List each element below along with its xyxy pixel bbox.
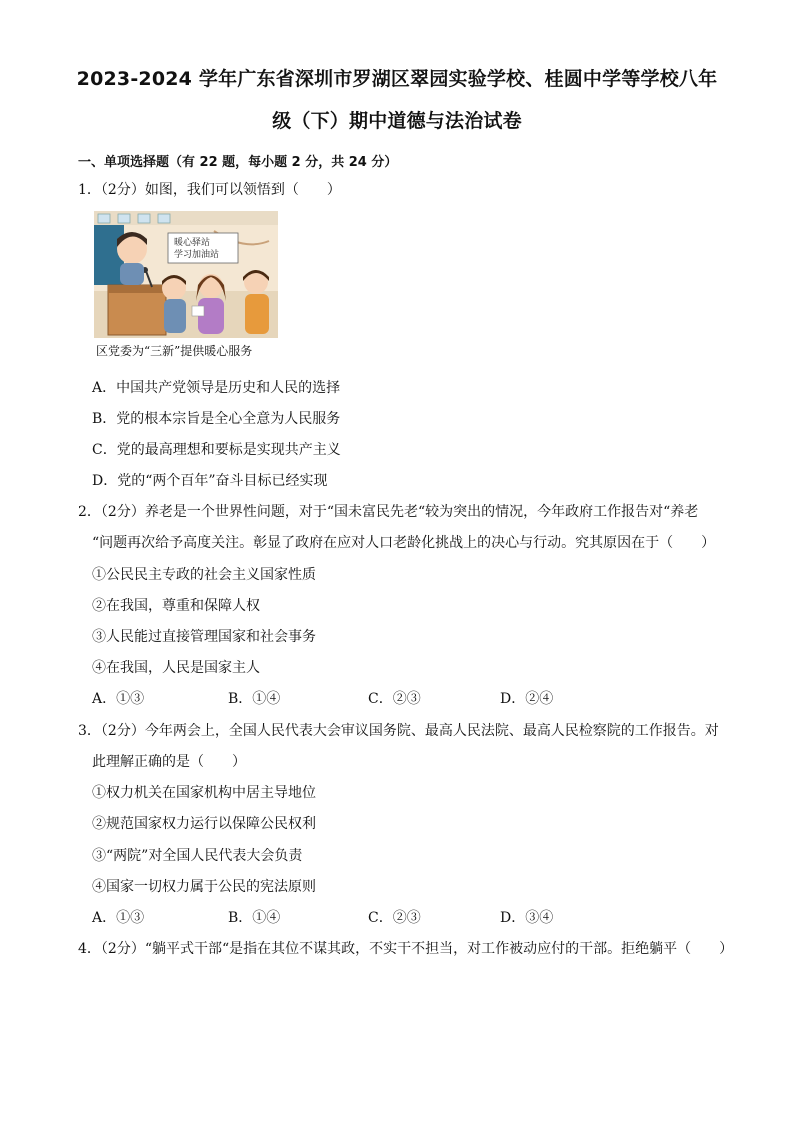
exam-title-line2: 级（下）期中道德与法治试卷 <box>272 110 522 132</box>
question-4-stem: 4．（2分）“躺平式干部“是指在其位不谋其政，不实干不担当，对工作被动应付的干部。拒绝躺平（ ） <box>78 941 734 957</box>
question-2-item-1: ①公民民主专政的社会主义国家性质 <box>92 567 316 583</box>
question-2-item-2: ②在我国，尊重和保障人权 <box>92 598 260 614</box>
question-3-choice-b: B．①④ <box>228 910 281 926</box>
question-2-choice-a: A．①③ <box>92 691 145 707</box>
question-3-stem-line1: 3．（2分）今年两会上，全国人民代表大会审议国务院、最高人民法院、最高人民检察院的工作报告。对 <box>78 723 719 739</box>
question-1-option-d: D．党的“两个百年”奋斗目标已经实现 <box>92 473 328 489</box>
question-3-item-1: ①权力机关在国家机构中居主导地位 <box>92 785 316 801</box>
question-2-stem-line1: 2．（2分）养老是一个世界性问题，对于“国未富民先老“较为突出的情况，今年政府工作报告对“养老 <box>78 504 699 520</box>
question-2-item-3: ③人民能过直接管理国家和社会事务 <box>92 629 316 645</box>
illustration-sign-line1: 暖心驿站 <box>174 238 211 248</box>
question-3-choice-c: C．②③ <box>368 910 421 926</box>
question-2-item-4: ④在我国，人民是国家主人 <box>92 660 260 676</box>
question-3-choice-a: A．①③ <box>92 910 145 926</box>
question-3-item-4: ④国家一切权力属于公民的宪法原则 <box>92 879 316 895</box>
question-3-choice-d: D．③④ <box>500 910 554 926</box>
question-1-option-b: B．党的根本宗旨是全心全意为人民服务 <box>92 411 341 427</box>
question-2-choice-d: D．②④ <box>500 691 554 707</box>
question-1-illustration <box>94 211 278 338</box>
question-3-item-3: ③“两院”对全国人民代表大会负责 <box>92 848 303 864</box>
section-heading: 一、单项选择题（有 22 题，每小题 2 分，共 24 分） <box>78 155 398 170</box>
question-1-stem: 1．（2分）如图，我们可以领悟到（ ） <box>78 182 341 198</box>
question-2-choice-c: C．②③ <box>368 691 421 707</box>
question-1-option-a: A．中国共产党领导是历史和人民的选择 <box>92 380 341 396</box>
question-1-option-c: C．党的最高理想和要标是实现共产主义 <box>92 442 341 458</box>
illustration-sign-line2: 学习加油站 <box>174 250 220 260</box>
illustration-caption: 区党委为“三新”提供暖心服务 <box>96 344 253 358</box>
question-3-stem-line2: 此理解正确的是（ ） <box>92 754 246 770</box>
question-3-item-2: ②规范国家权力运行以保障公民权利 <box>92 816 316 832</box>
question-2-stem-line2: “问题再次给予高度关注。彰显了政府在应对人口老龄化挑战上的决心与行动。究其原因在于（ ） <box>92 535 716 551</box>
question-2-choice-b: B．①④ <box>228 691 281 707</box>
exam-title-line1: 2023-2024 学年广东省深圳市罗湖区翠园实验学校、桂圆中学等学校八年 <box>76 68 718 90</box>
